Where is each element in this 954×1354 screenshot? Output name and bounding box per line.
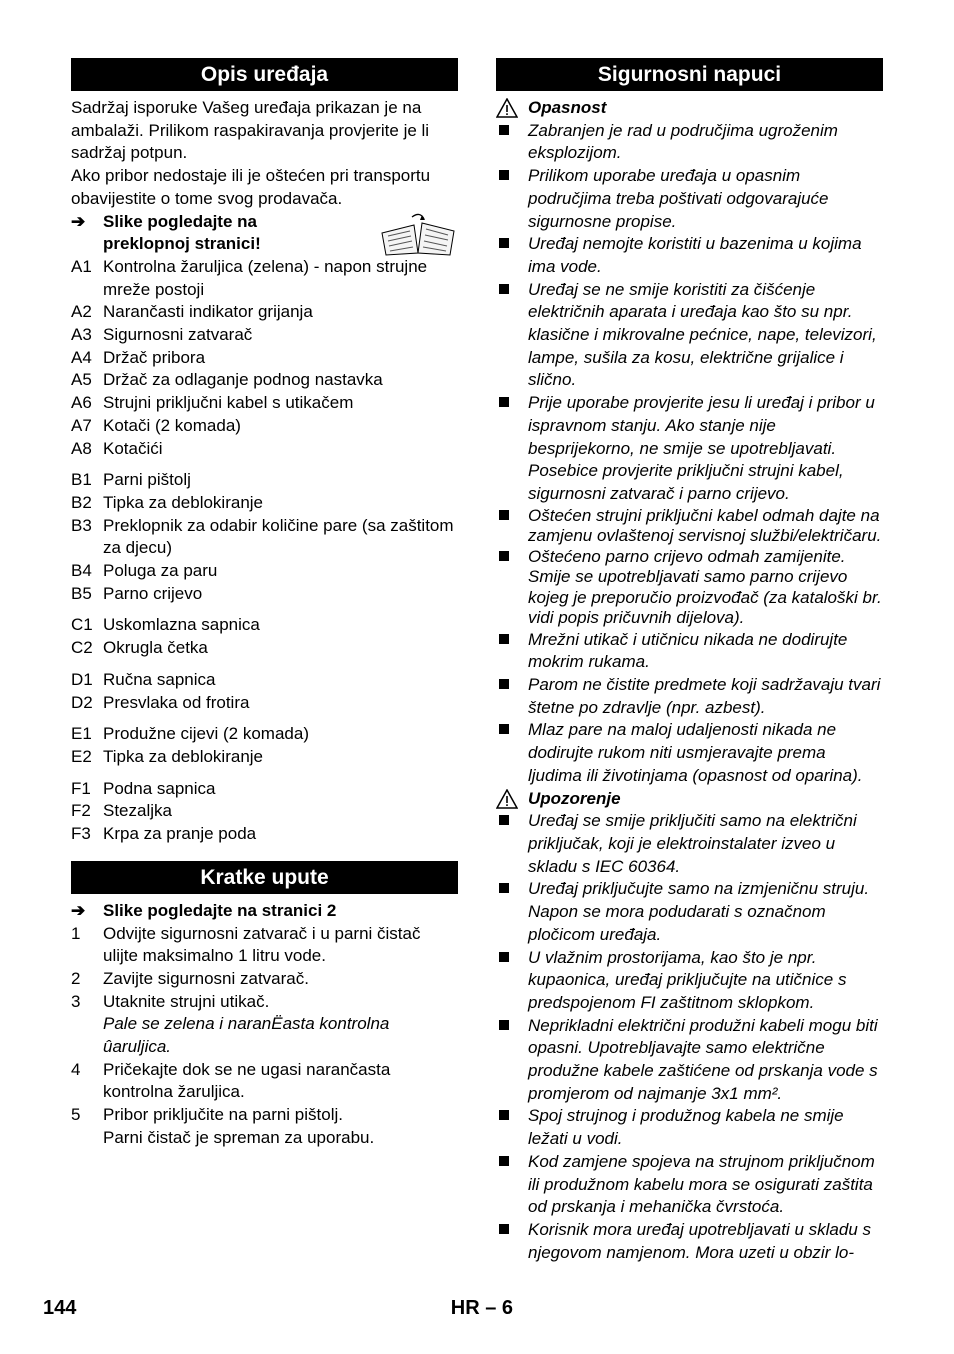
bullet-square-icon (496, 674, 528, 719)
bullet-square-icon (496, 719, 528, 787)
list-item (496, 506, 883, 547)
bullet-square-icon (496, 279, 528, 393)
warning-label-row (496, 788, 883, 811)
item-code: A6 (71, 393, 92, 413)
item-code: E2 (71, 746, 92, 766)
page-number: 144 (43, 1297, 77, 1319)
item-text: Uskomlazna sapnica (103, 615, 260, 635)
parts-group (71, 256, 458, 460)
list-item (71, 583, 458, 606)
step-text: Zavijte sigurnosni zatvarač. (103, 968, 309, 988)
step-number: 1 (71, 923, 81, 943)
see-page-note (71, 900, 458, 923)
bullet-square-icon (496, 233, 528, 278)
steps-list (71, 923, 458, 1150)
list-item (496, 629, 883, 674)
list-item (71, 692, 458, 715)
bullet-square-icon (496, 629, 528, 674)
item-text: U vlažnim prostorijama, kao što je npr. kupaonica, uređaj priključujte na utičnice s predspojenom FI zaštitnom sklopkom. (528, 947, 847, 1012)
item-text: Kotačići (103, 438, 163, 458)
item-text: Kod zamjene spojeva na strujnom priključnom ili produžnom kabelu mora se osigurati zaštita od prskanja i mehanička čvrstoća. (528, 1151, 875, 1217)
step-text: Odvijte sigurnosni zatvarač i u parni čistač ulijte maksimalno 1 litru vode. (103, 923, 421, 966)
item-text: Sigurnosni zatvarač (103, 325, 253, 345)
bullet-square-icon (496, 810, 528, 878)
list-item (71, 614, 458, 637)
list-item (496, 392, 883, 506)
item-code: A4 (71, 347, 92, 367)
item-code: C1 (71, 615, 93, 635)
item-code: A1 (71, 256, 92, 276)
intro-paragraph: Ako pribor nedostaje ili je oštećen pri transportu obavijestite o tome svog prodavača. (71, 166, 431, 208)
danger-label-row (496, 97, 883, 120)
intro-paragraph: Sadržaj isporuke Vašeg uređaja prikazan je na ambalaži. Prilikom raspakiravanja provjerite je li sadržaj potpun. (71, 98, 430, 163)
right-column (496, 58, 883, 1264)
list-item (71, 515, 458, 560)
list-item (496, 279, 883, 393)
item-code: B2 (71, 492, 92, 512)
item-code: F1 (71, 778, 91, 798)
step-number: 3 (71, 991, 81, 1011)
item-code: A7 (71, 415, 92, 435)
item-code: B5 (71, 583, 92, 603)
danger-label: Opasnost (528, 98, 607, 117)
step-item (71, 968, 458, 991)
left-column (71, 58, 458, 1150)
see-images-note (71, 211, 458, 256)
item-text: Parni pištolj (103, 470, 191, 490)
bullet-square-icon (496, 1105, 528, 1150)
item-text: Parno crijevo (103, 583, 203, 603)
item-text: Mrežni utikač i utičnicu nikada ne dodirujte mokrim rukama. (528, 629, 848, 672)
item-text: Narančasti indikator grijanja (103, 302, 313, 322)
list-item (496, 1015, 883, 1106)
item-text: Presvlaka od frotira (103, 692, 250, 712)
item-text: Poluga za paru (103, 561, 218, 581)
step-text: Pribor priključite na parni pištolj. (103, 1105, 343, 1125)
item-text: Spoj strujnog i produžnog kabela ne smije ležati u vodi. (528, 1106, 844, 1149)
item-code: F3 (71, 824, 91, 844)
item-text: Tipka za deblokiranje (103, 746, 264, 766)
item-code: A2 (71, 302, 92, 322)
list-item (496, 547, 883, 629)
bullet-square-icon (496, 120, 528, 165)
item-code: F2 (71, 801, 91, 821)
list-item (496, 233, 883, 278)
item-text: Tipka za deblokiranje (103, 492, 264, 512)
list-item (71, 492, 458, 515)
item-text: Preklopnik za odabir količine pare (sa zaštitom za djecu) (103, 515, 454, 558)
item-code: D1 (71, 669, 93, 689)
item-text: Zabranjen je rad u područjima ugroženim eksplozijom. (528, 120, 838, 163)
list-item (496, 1219, 883, 1264)
step-item (71, 1059, 458, 1104)
list-item (496, 165, 883, 233)
item-code: D2 (71, 692, 93, 712)
arrow-right-icon: ➔ (71, 900, 86, 920)
item-text: Korisnik mora uređaj upotrebljavati u skladu s njegovom namjenom. Mora uzeti u obzir lo- (528, 1219, 872, 1262)
item-text: Držač pribora (103, 347, 206, 367)
section-heading-quick-start: Kratke upute (71, 861, 458, 894)
bullet-square-icon (496, 547, 528, 629)
list-item (71, 723, 458, 746)
item-text: Oštećen strujni priključni kabel odmah dajte na zamjenu ovlaštenoj servisnoj službi/električaru. (528, 505, 882, 546)
see-page-text: Slike pogledajte na stranici 2 (103, 900, 337, 920)
parts-list (71, 256, 458, 846)
step-item (71, 923, 458, 968)
list-item (71, 560, 458, 583)
item-code: B4 (71, 561, 92, 581)
warning-triangle-icon (496, 98, 518, 118)
item-code: A5 (71, 370, 92, 390)
item-text: Ručna sapnica (103, 669, 216, 689)
list-item (71, 415, 458, 438)
item-text: Okrugla četka (103, 638, 208, 658)
step-item (71, 1104, 458, 1149)
item-text: Mlaz pare na maloj udaljenosti nikada ne dodirujte rukom niti usmjeravajte prema ljudima ili životinjama (opasnost od oparina). (528, 720, 863, 785)
section-heading-device-description: Opis uređaja (71, 58, 458, 91)
list-item (496, 810, 883, 878)
arrow-right-icon: ➔ (71, 211, 86, 231)
list-item (496, 120, 883, 165)
item-code: B3 (71, 515, 92, 535)
item-text: Uređaj nemojte koristiti u bazenima u kojima ima vode. (528, 234, 862, 276)
page-reference: HR – 6 (450, 1297, 513, 1319)
list-item (496, 947, 883, 1015)
list-item (71, 301, 458, 324)
item-text: Parom ne čistite predmete koji sadržavaju tvari štetne po zdravlje (npr. azbest). (528, 675, 881, 717)
item-text: Uređaj se smije priključiti samo na električni priključak, koji je elektroinstalater izveo u skladu s IEC 60364. (528, 811, 857, 876)
list-item (71, 469, 458, 492)
section-heading-safety: Sigurnosni napuci (496, 58, 883, 91)
bullet-square-icon (496, 947, 528, 1015)
bullet-square-icon (496, 392, 528, 506)
parts-group (71, 614, 458, 659)
step-result: Parni čistač je spreman za uporabu. (103, 1127, 375, 1147)
list-item (496, 1151, 883, 1219)
list-item (71, 800, 458, 823)
item-text: Strujni priključni kabel s utikačem (103, 393, 354, 413)
list-item (71, 637, 458, 660)
item-code: E1 (71, 724, 92, 744)
item-code: A8 (71, 438, 92, 458)
item-text: Držač za odlaganje podnog nastavka (103, 370, 383, 390)
list-item (71, 369, 458, 392)
danger-list (496, 120, 883, 788)
item-text: Produžne cijevi (2 komada) (103, 724, 309, 744)
list-item (496, 1105, 883, 1150)
item-code: C2 (71, 638, 93, 658)
item-text: Oštećeno parno crijevo odmah zamijenite. Smije se upotrebljavati samo parno crijevo kojeg je preporučio proizvođač (za kataloški br. vidi popis pričuvnih dijelova). (528, 546, 882, 628)
step-note: Pale se zelena i naranËasta kontrolna ûaruljica. (103, 1014, 390, 1057)
bullet-square-icon (496, 165, 528, 233)
item-text: Uređaj priključujte samo na izmjeničnu struju. Napon se mora podudarati s označnom pločicom uređaja. (528, 879, 870, 944)
bullet-square-icon (496, 1015, 528, 1106)
list-item (71, 746, 458, 769)
item-text: Neprikladni električni produžni kabeli mogu biti opasni. Upotrebljavajte samo električne produžne kabele zaštićene od prskanja vode s promjerom od najmanje 3x1 mm². (528, 1015, 878, 1103)
list-item (71, 392, 458, 415)
parts-group (71, 669, 458, 714)
item-text: Kontrolna žaruljica (zelena) - napon strujne mreže postoji (103, 256, 428, 299)
bullet-square-icon (496, 1151, 528, 1219)
list-item (71, 669, 458, 692)
list-item (71, 324, 458, 347)
bullet-square-icon (496, 506, 528, 547)
step-item (71, 991, 458, 1059)
parts-group (71, 723, 458, 768)
open-book-icon (378, 211, 458, 257)
item-text: Stezaljka (103, 801, 172, 821)
step-number: 4 (71, 1059, 81, 1079)
bullet-square-icon (496, 1219, 528, 1264)
item-text: Kotači (2 komada) (103, 415, 241, 435)
parts-group (71, 778, 458, 846)
parts-group (71, 469, 458, 605)
list-item (71, 778, 458, 801)
item-code: B1 (71, 470, 92, 490)
list-item (71, 347, 458, 370)
warning-triangle-icon (496, 789, 518, 809)
warning-label: Upozorenje (528, 788, 621, 808)
list-item (496, 674, 883, 719)
list-item (71, 823, 458, 846)
list-item (496, 878, 883, 946)
see-images-text: Slike pogledajte na preklopnoj stranici! (103, 211, 261, 254)
warning-list (496, 810, 883, 1264)
item-text: Prije uporabe provjerite jesu li uređaj i pribor u ispravnom stanju. Ako stanje nije besprijekorno, ne smije se upotrebljavati. Posebice provjerite priključni strujni kabel, sigurnosni zatvarač i parno crijevo. (528, 393, 875, 503)
item-text: Uređaj se ne smije koristiti za čišćenje električnih aparata i uređaja kao što su npr. klasične i mikrovalne pećnice, nape, televizori, lampe, sušila za kosu, električne grijalice i slično. (528, 279, 877, 390)
list-item (71, 256, 458, 301)
item-text: Krpa za pranje poda (103, 824, 257, 844)
item-code: A3 (71, 325, 92, 345)
step-text: Pričekajte dok se ne ugasi narančasta kontrolna žaruljica. (103, 1059, 391, 1102)
item-text: Prilikom uporabe uređaja u opasnim područjima treba poštivati odgovarajuće sigurnosne propise. (528, 166, 829, 231)
step-number: 2 (71, 968, 81, 988)
step-text: Utaknite strujni utikač. (103, 991, 270, 1011)
list-item (71, 438, 458, 461)
bullet-square-icon (496, 878, 528, 946)
item-text: Podna sapnica (103, 778, 216, 798)
list-item (496, 719, 883, 787)
step-number: 5 (71, 1105, 81, 1125)
